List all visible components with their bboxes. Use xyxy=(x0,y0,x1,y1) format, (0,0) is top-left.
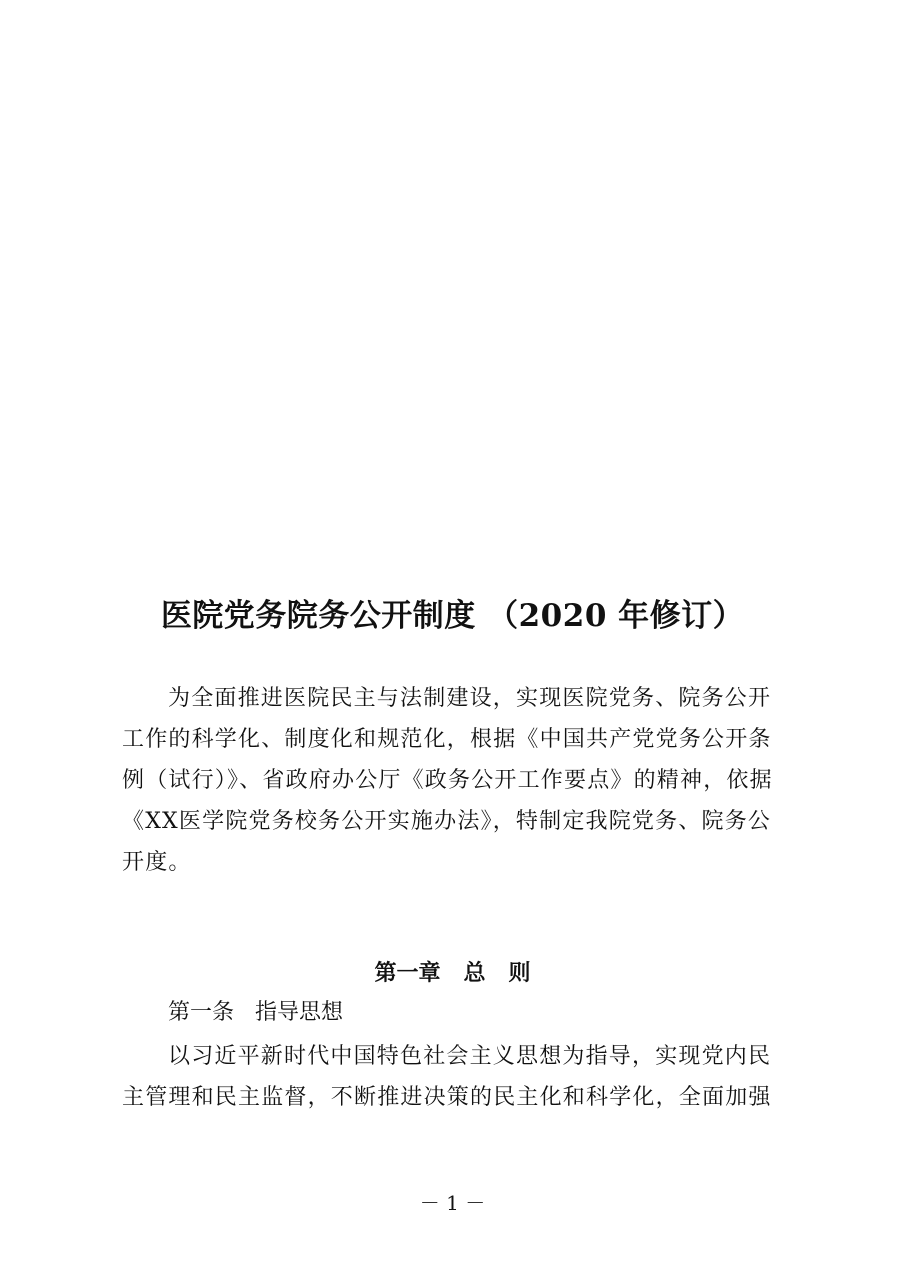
article-heading: 第一条 指导思想 xyxy=(168,1000,343,1025)
document-title: 医院党务院务公开制度 （2020 年修订） xyxy=(160,598,745,634)
intro-paragraph xyxy=(122,678,794,883)
intro-line: 开度。 xyxy=(122,850,192,875)
body-line: 以习近平新时代中国特色社会主义思想为指导，实现党内民 xyxy=(168,1044,772,1069)
intro-line: 《XX医学院党务校务公开实施办法》，特制定我院党务、院务公 xyxy=(122,809,772,834)
intro-line: 为全面推进医院民主与法制建设，实现医院党务、院务公开 xyxy=(168,686,772,711)
intro-line: 例（试行）》、省政府办公厅《政务公开工作要点》的精神，依据 xyxy=(122,768,773,793)
intro-line: 工作的科学化、制度化和规范化，根据《中国共产党党务公开条 xyxy=(122,727,772,752)
body-paragraph xyxy=(122,1036,812,1118)
page-number: － 1 － xyxy=(419,1191,486,1215)
chapter-heading: 第一章 总 则 xyxy=(374,960,531,986)
body-line: 主管理和民主监督，不断推进决策的民主化和科学化，全面加强 xyxy=(122,1085,772,1110)
